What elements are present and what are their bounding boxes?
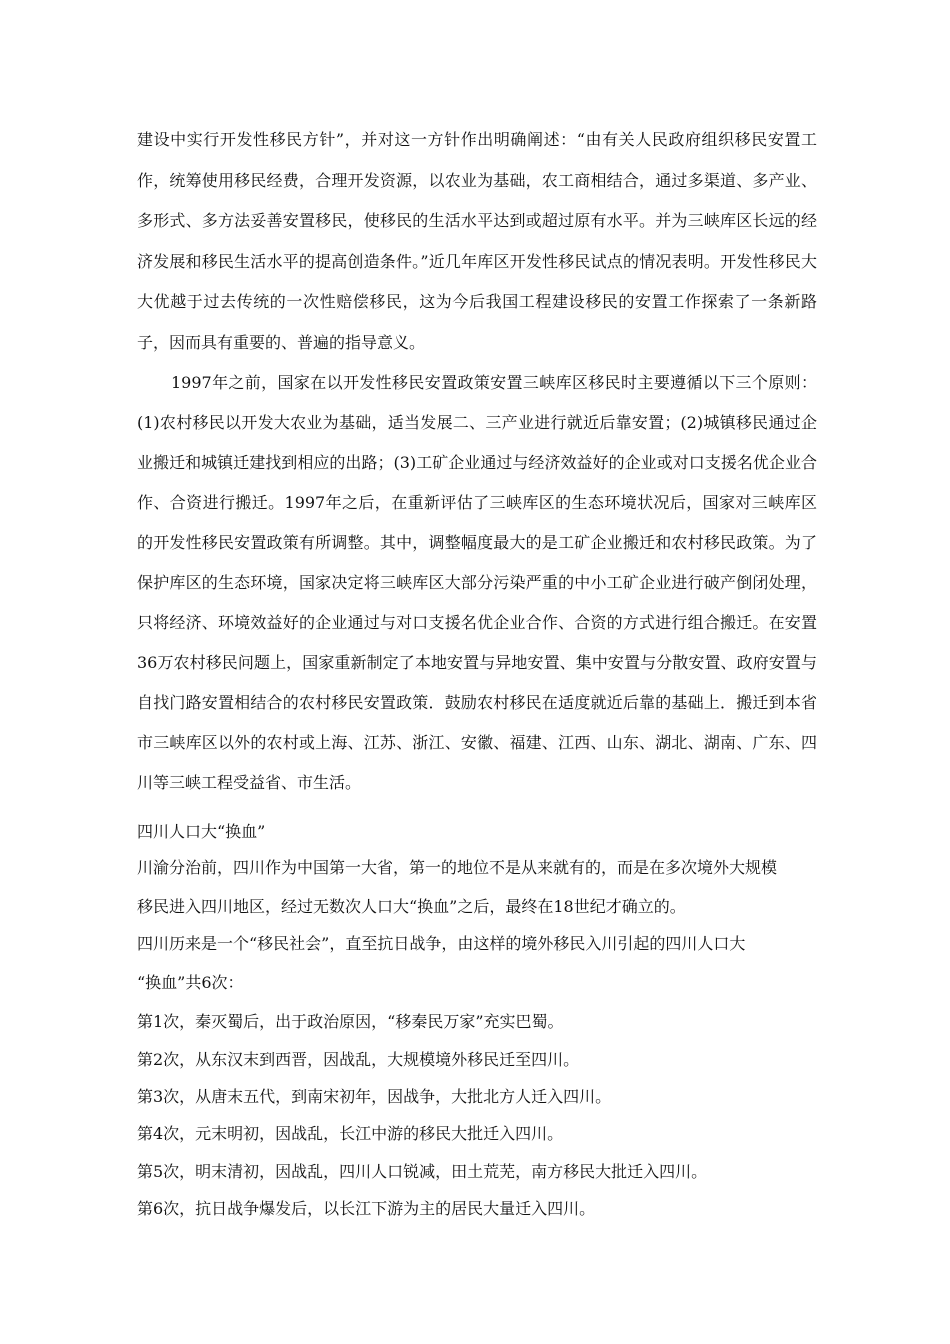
list-item: 第6次，抗日战争爆发后，以长江下游为主的居民大量迁入四川。 xyxy=(137,1199,596,1218)
list-item: 第2次，从东汉末到西晋，因战乱，大规模境外移民迁至四川。 xyxy=(137,1050,580,1069)
paragraph-migration-line-1: 四川历来是一个“移民社会”，直至抗日战争，由这样的境外移民入川引起的四川人口大 xyxy=(137,934,746,953)
list-item: 第1次，秦灭蜀后，出于政治原因，“移秦民万家”充实巴蜀。 xyxy=(137,1012,564,1031)
paragraph-migration-line-2: “换血”共6次： xyxy=(137,973,244,992)
paragraph-sichuan-line-1: 川渝分治前，四川作为中国第一大省，第一的地位不是从来就有的，而是在多次境外大规模 xyxy=(137,858,778,877)
paragraph-policy: 建设中实行开发性移民方针”，并对这一方针作出明确阐述：“由有关人民政府组织移民安置工作，统筹使用移民经费，合理开发资源，以农业为基础，农工商相结合，通过多渠道、多产业、多形式、多方法妥善安置移民，使移民的生活水平达到或超过原有水平。并为三峡库区长远的经济发展和移民生活水平的提高创造条件。”近几年库区开发性移民试点的情况表明。开发性移民大大优越于过去传统的一次性赔偿移民，这为今后我国工程建设移民的安置工作探索了一条新路子，因而具有重要的、普遍的指导意义。 xyxy=(137,130,817,352)
paragraph-1997-text: 1997年之前，国家在以开发性移民安置政策安置三峡库区移民时主要遵循以下三个原则：(1)农村移民以开发大农业为基础，适当发展二、三产业进行就近后靠安置；(2)城镇移民通过企业搬迁和城镇迁建找到相应的出路；(3)工矿企业通过与经济效益好的企业或对口支援名优企业合作、合资进行搬迁。1997年之后，在重新评估了三峡库区的生态环境状况后，国家对三峡库区的开发性移民安置政策有所调整。其中，调整幅度最大的是工矿企业搬迁和农村移民政策。为了保护库区的生态环境，国家决定将三峡库区大部分污染严重的中小工矿企业进行破产倒闭处理，只将经济、环境效益好的企业通过与对口支援名优企业合作、合资的方式进行组合搬迁。在安置36万农村移民问题上，国家重新制定了本地安置与异地安置、集中安置与分散安置、政府安置与自找门路安置相结合的农村移民安置政策．鼓励农村移民在适度就近后靠的基础上．搬迁到本省市三峡库区以外的农村或上海、江苏、浙江、安徽、福建、江西、山东、湖北、湖南、广东、四川等三峡工程受益省、市生活。 xyxy=(137,373,817,792)
section-heading: 四川人口大“换血” xyxy=(137,822,266,841)
list-item: 第5次，明末清初，因战乱，四川人口锐减，田土荒芜，南方移民大批迁入四川。 xyxy=(137,1162,708,1181)
list-item: 第3次，从唐末五代，到南宋初年，因战争，大批北方人迁入四川。 xyxy=(137,1087,612,1106)
list-item: 第4次，元末明初，因战乱，长江中游的移民大批迁入四川。 xyxy=(137,1124,564,1143)
paragraph-1997 xyxy=(137,363,817,803)
paragraph-sichuan-line-2: 移民进入四川地区，经过无数次人口大“换血”之后，最终在18世纪才确立的。 xyxy=(137,897,686,916)
